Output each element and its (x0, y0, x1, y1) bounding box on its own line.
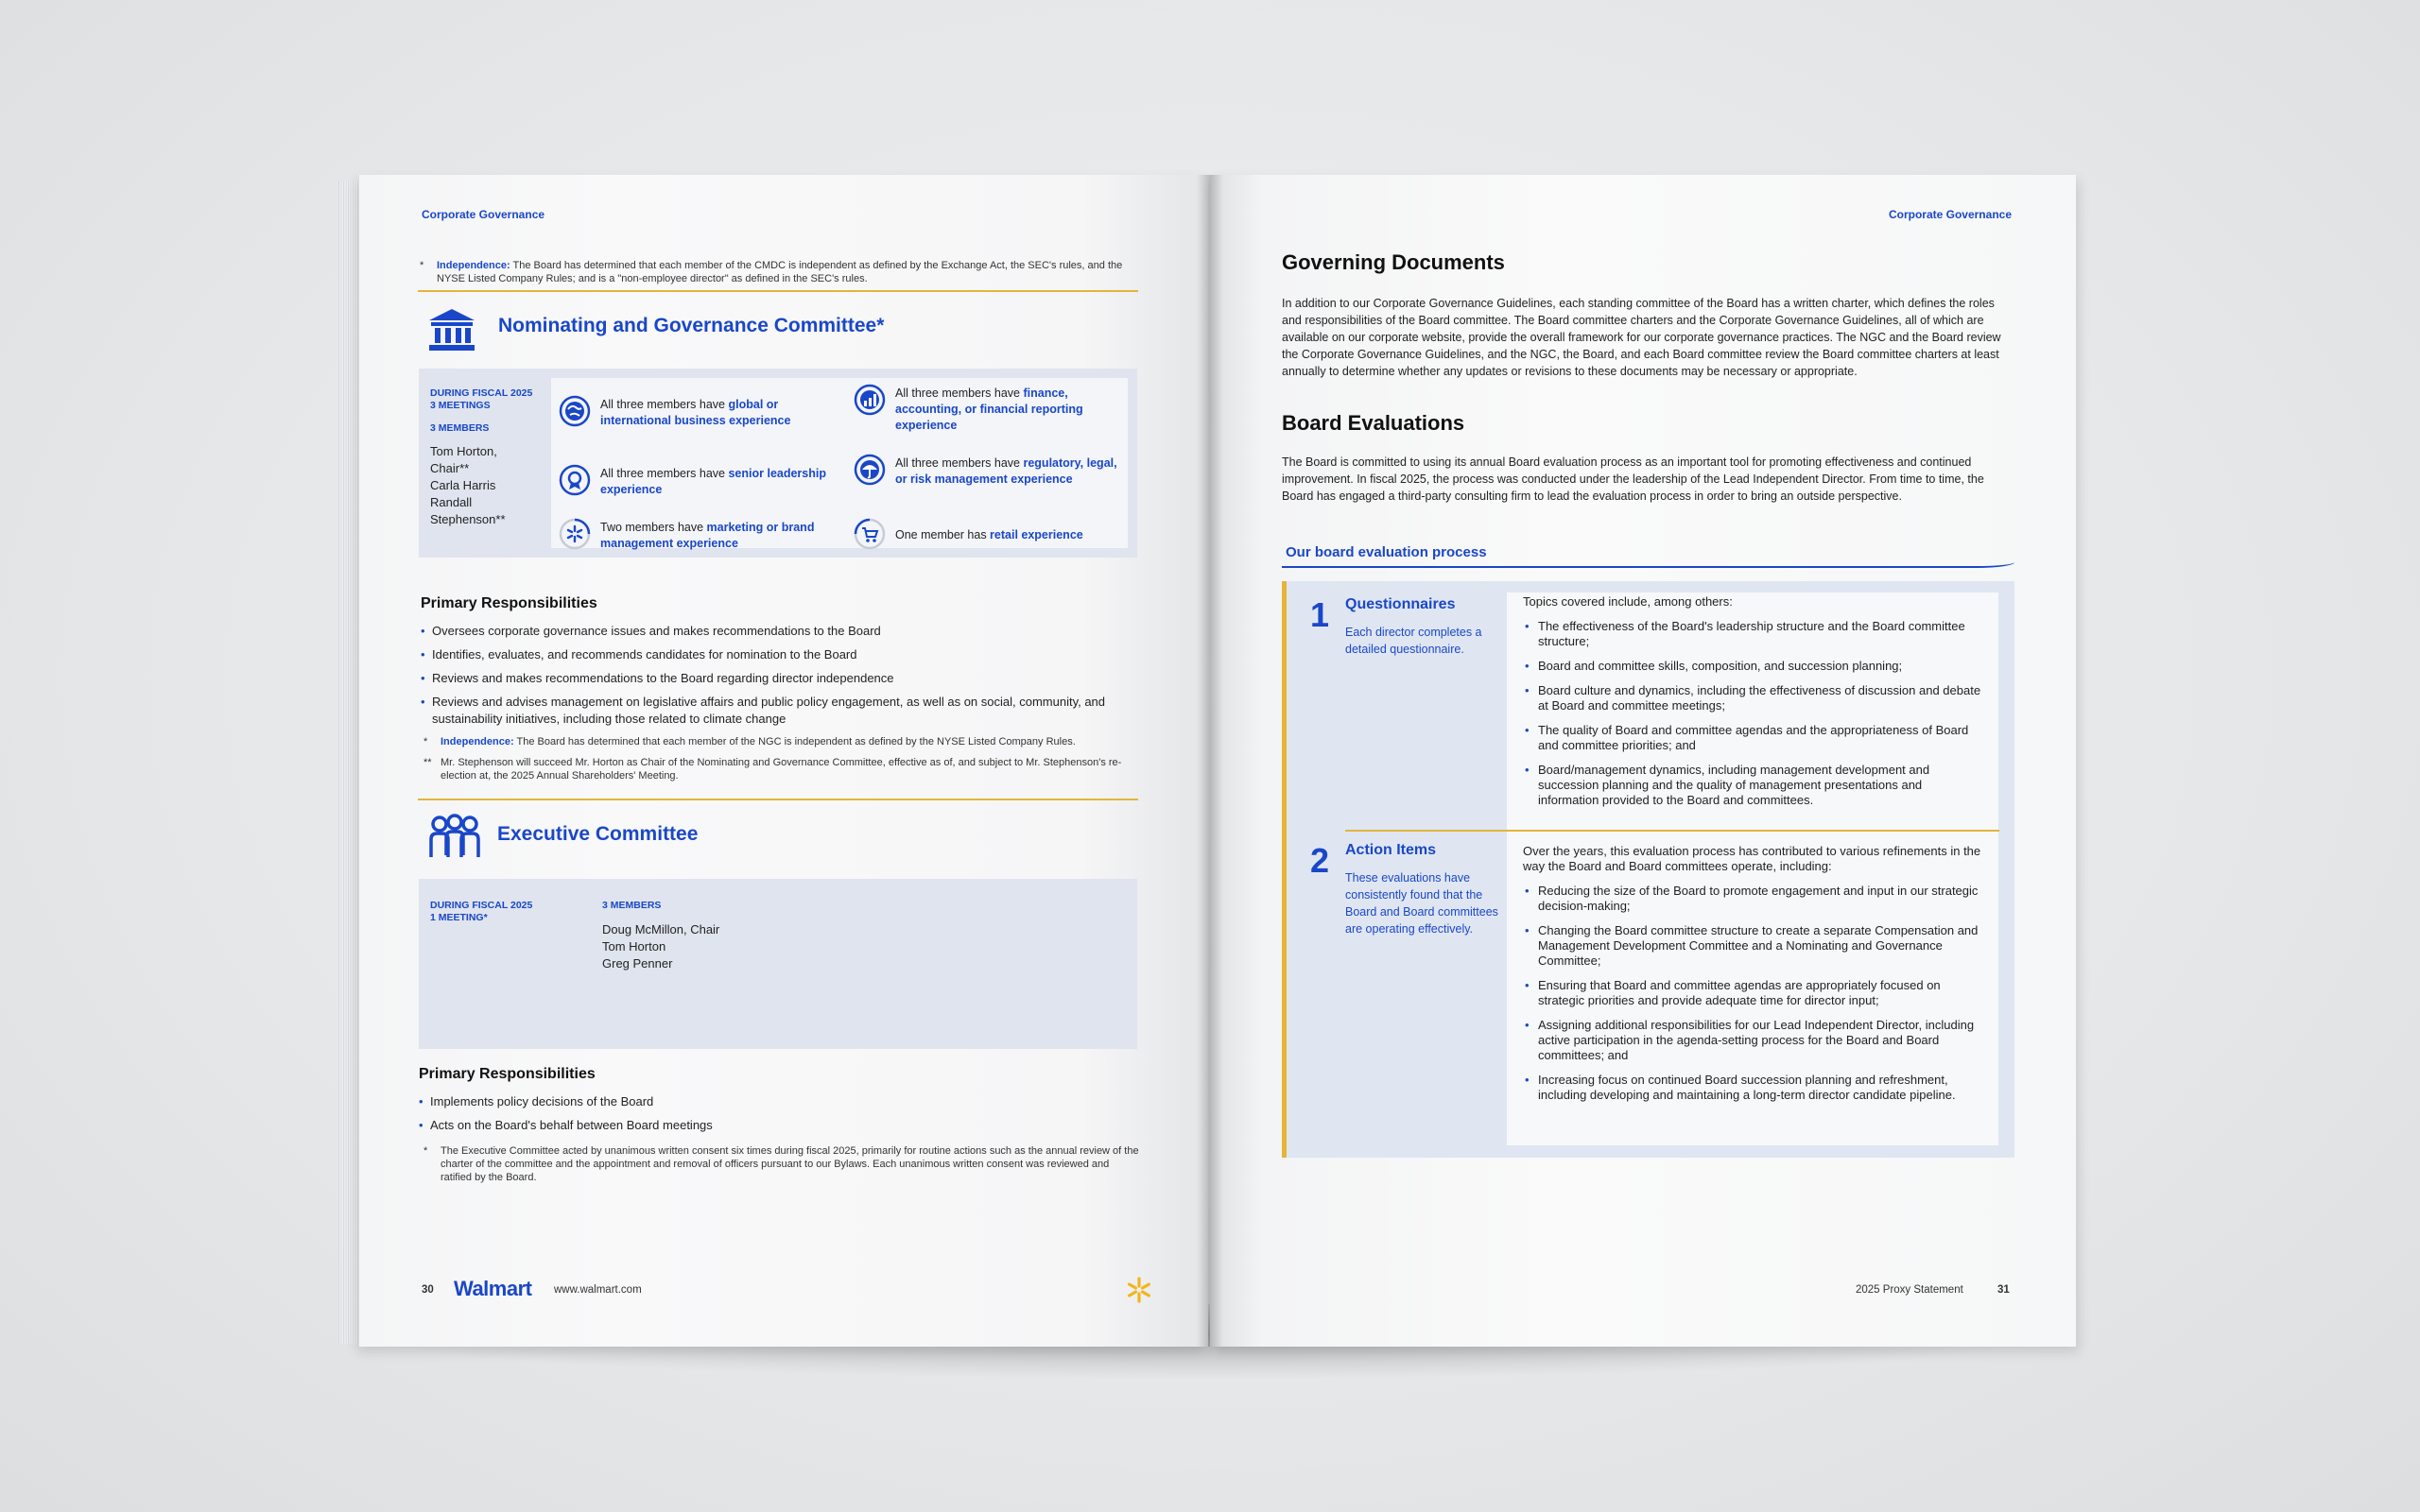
member-name: Tom Horton (602, 939, 666, 954)
note-marker: * (424, 1145, 428, 1157)
member-name: Chair** (430, 461, 470, 475)
governing-documents-title: Governing Documents (1282, 250, 1505, 274)
step-title: Action Items (1345, 842, 1437, 858)
experience-item (895, 527, 1122, 543)
member-name: Doug McMillon, Chair (602, 922, 720, 936)
exec-title: Executive Committee (497, 823, 699, 845)
spark-logo-icon (1125, 1276, 1153, 1304)
exp-text: All three members have (895, 387, 1024, 400)
ngc-member-list (430, 443, 532, 528)
ngc-title: Nominating and Governance Committee* (498, 315, 885, 336)
members-count: 3 MEMBERS (602, 900, 662, 911)
note-text: The Board has determined that each member of the CMDC is independent as defined by the Exchange Act, the SEC's rules, and the NYSE Listed Company Rules; and is a "non-employee director" as defined in the SEC's rules. (437, 260, 1123, 284)
fiscal-label: DURING FISCAL 2025 (430, 900, 533, 911)
list-item: • The effectiveness of the Board's leadership structure and the Board committee structure; (1523, 619, 1986, 649)
list-item: • Ensuring that Board and committee agendas are appropriately focused on strategic priorities and provide adequate time for director input; (1523, 978, 1986, 1008)
fiscal-label: DURING FISCAL 2025 (430, 387, 533, 399)
members-count: 3 MEMBERS (430, 422, 490, 434)
note-marker: * (420, 260, 424, 271)
exp-highlight: global or international business experience (600, 398, 791, 427)
exp-highlight: regulatory, legal, or risk management experience (895, 456, 1117, 486)
experience-item (600, 466, 827, 498)
book-gutter (1197, 175, 1223, 1347)
exec-note (424, 1144, 1140, 1184)
exp-text: All three members have (895, 456, 1024, 470)
left-page (359, 175, 1208, 1347)
step-intro: Topics covered include, among others: (1523, 594, 1733, 609)
exec-responsibilities-list (419, 1093, 1137, 1141)
right-running-header: Corporate Governance (1888, 208, 2012, 221)
member-name: Tom Horton, (430, 444, 497, 458)
list-item: • Identifies, evaluates, and recommends candidates for nomination to the Board (421, 646, 1139, 663)
award-icon (559, 464, 591, 496)
list-item: • Changing the Board committee structure to create a separate Compensation and Management Development Committee and a Nominating and Governance Committee; (1523, 923, 1986, 969)
right-page (1210, 175, 2076, 1347)
step-detail (1523, 844, 1986, 1112)
member-name: Randall (430, 495, 473, 509)
exp-text: One member has (895, 528, 991, 541)
exp-text: All three members have (600, 467, 729, 480)
list-item: • Board and committee skills, composition, and succession planning; (1523, 659, 1986, 674)
meetings-count: 3 MEETINGS (430, 400, 491, 411)
globe-icon (559, 395, 591, 427)
cart-icon (854, 518, 886, 550)
note-marker: * (424, 736, 428, 747)
member-name: Carla Harris (430, 478, 496, 492)
cmdc-independence-note (420, 259, 1136, 285)
exp-highlight: senior leadership experience (600, 467, 826, 496)
footer-url: www.walmart.com (554, 1284, 642, 1296)
member-name: Stephenson** (430, 512, 506, 526)
meetings-count: 1 MEETING* (430, 912, 488, 923)
umbrella-icon (854, 454, 886, 486)
list-item: • Acts on the Board's behalf between Board meetings (419, 1117, 1137, 1134)
building-columns-icon (427, 307, 476, 352)
note-text: The Board has determined that each member of the NGC is independent as defined by the NYSE Listed Company Rules. (516, 736, 1076, 747)
ngc-responsibilities-title: Primary Responsibilities (421, 595, 597, 611)
note-text: The Executive Committee acted by unanimous written consent six times during fiscal 2025, primarily for routine actions such as the annual review of the charter of the committee and the appointment and removal of officers pursuant to our Bylaws. Each unanimous written consent was reviewed and ratified by the Board. (441, 1145, 1139, 1183)
experience-item (600, 520, 846, 552)
exp-highlight: retail experience (990, 528, 1083, 541)
evaluation-process-panel (1282, 581, 2014, 1158)
divider (418, 290, 1138, 292)
divider (418, 799, 1138, 800)
step-intro: Over the years, this evaluation process has contributed to various refinements in the way the Board and Board committees operate, including: (1523, 844, 1981, 873)
board-evaluations-text: The Board is committed to using its annual Board evaluation process as an important tool for promoting effectiveness and continued improvement. In fiscal 2025, the process was conducted under the leadership of the Lead Independent Director. From time to time, the Board has engaged a third-party consulting firm to lead the evaluation process in order to bring an outside perspective. (1282, 455, 1984, 503)
list-item: • Reducing the size of the Board to promote engagement and input in our strategic decision-making; (1523, 884, 1986, 914)
chart-icon (854, 384, 886, 416)
step-title: Questionnaires (1345, 596, 1456, 612)
note-label: Independence: (441, 736, 514, 747)
exec-responsibilities-title: Primary Responsibilities (419, 1066, 596, 1082)
exec-panel (419, 879, 1137, 1049)
step-topics-list (1523, 619, 1986, 808)
member-name: Greg Penner (602, 956, 673, 971)
walmart-logo: Walmart (454, 1277, 532, 1300)
ngc-panel (419, 369, 1137, 558)
list-item: • Increasing focus on continued Board succession planning and refreshment, including developing and maintaining a long-term director candidate pipeline. (1523, 1073, 1986, 1103)
step-number: 1 (1310, 595, 1330, 634)
footer-doc-name: 2025 Proxy Statement (1856, 1284, 1963, 1296)
list-item: • Implements policy decisions of the Board (419, 1093, 1137, 1110)
board-evaluations-title: Board Evaluations (1282, 411, 1465, 435)
experience-item (895, 386, 1113, 434)
experience-grid (551, 378, 1128, 548)
experience-item (600, 397, 846, 429)
step-refinements-list (1523, 884, 1986, 1103)
page-number: 31 (1997, 1284, 2010, 1296)
list-item: • Board/management dynamics, including management development and succession planning and the quality of management presentations and information provided to the Board and committees. (1523, 763, 1986, 808)
process-title: Our board evaluation process (1286, 544, 1487, 560)
exp-highlight: finance, accounting, or financial reporting experience (895, 387, 1083, 432)
ngc-responsibilities-list (421, 623, 1139, 734)
process-underline (1282, 538, 2014, 568)
people-icon (427, 814, 482, 861)
page-number: 30 (422, 1284, 434, 1296)
list-item: • Reviews and makes recommendations to the Board regarding director independence (421, 670, 1139, 687)
list-item: • Board culture and dynamics, including the effectiveness of discussion and debate at Board and committee meetings; (1523, 683, 1986, 713)
exec-member-list (602, 921, 719, 972)
step-detail (1523, 594, 1986, 817)
stephenson-note (424, 756, 1140, 782)
spark-icon (559, 518, 591, 550)
note-label: Independence: (437, 260, 510, 271)
note-marker: ** (424, 757, 432, 768)
exp-highlight: marketing or brand management experience (600, 521, 815, 550)
step-divider (1345, 830, 1999, 832)
step-number: 2 (1310, 841, 1330, 880)
step-desc: Each director completes a detailed questionnaire. (1345, 626, 1482, 656)
step-desc: These evaluations have consistently found that the Board and Board committees are operating effectively. (1345, 871, 1498, 936)
list-item: • Assigning additional responsibilities for our Lead Independent Director, including active participation in the agenda-setting process for the Board and Board committees; and (1523, 1018, 1986, 1063)
exp-text: Two members have (600, 521, 707, 534)
exp-text: All three members have (600, 398, 729, 411)
governing-documents-text: In addition to our Corporate Governance Guidelines, each standing committee of the Board has a written charter, which defines the roles and responsibilities of the Board committee. The Board committee charters and the Corporate Governance Guidelines, all of which are available on our corporate website, provide the overall framework for our corporate governance practices. The NGC and the Board review the Corporate Governance Guidelines, and the NGC, the Board, and each Board committee review the Board committee charters at least annually to determine whether any updates or revisions to these documents may be necessary or appropriate. (1282, 297, 2001, 378)
list-item: • The quality of Board and committee agendas and the appropriateness of Board and committee priorities; and (1523, 723, 1986, 753)
note-text: Mr. Stephenson will succeed Mr. Horton as Chair of the Nominating and Governance Committee, effective as of, and subject to Mr. Stephenson's re-election at, the 2025 Annual Shareholders' Meeting. (441, 757, 1122, 782)
experience-item (895, 455, 1122, 488)
left-running-header: Corporate Governance (422, 208, 545, 221)
list-item: • Oversees corporate governance issues and makes recommendations to the Board (421, 623, 1139, 640)
list-item: • Reviews and advises management on legislative affairs and public policy engagement, as well as on social, community, and sustainability initiatives, including those related to climate change (421, 694, 1139, 728)
ngc-independence-note (424, 735, 1140, 748)
